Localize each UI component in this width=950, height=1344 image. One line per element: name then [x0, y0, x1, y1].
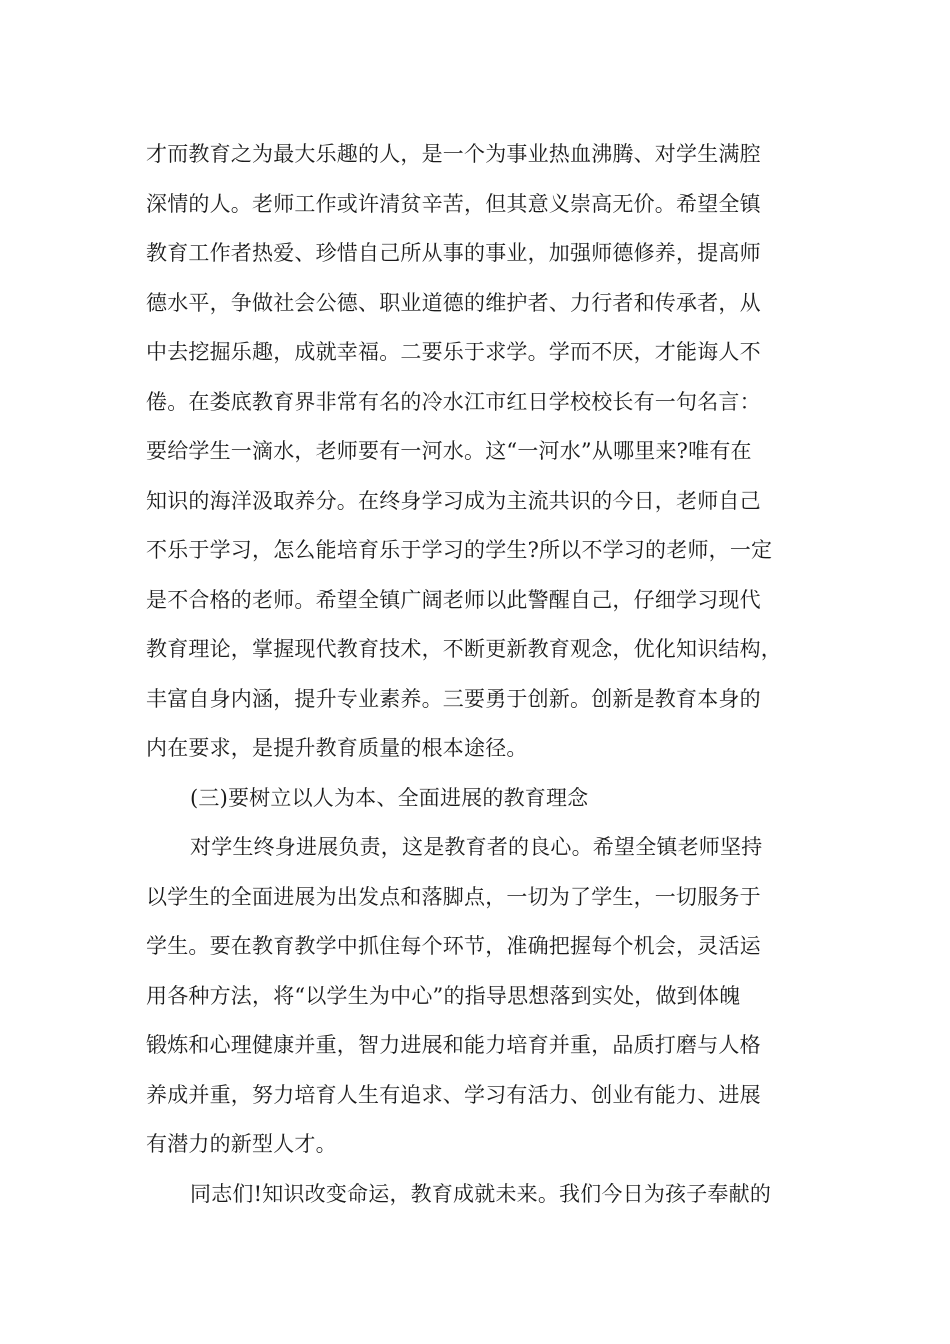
text-line: 才而教育之为最大乐趣的人，是一个为事业热血沸腾、对学生满腔: [146, 142, 761, 166]
text-line: 教育工作者热爱、珍惜自己所从事的事业，加强师德修养，提高师: [146, 241, 761, 265]
text-line: 用各种方法，将“以学生为中心”的指导思想落到实处，做到体魄: [146, 983, 741, 1008]
text-line: 学生。要在教育教学中抓住每个环节，准确把握每个机会，灵活运: [146, 934, 761, 958]
text-line: 是不合格的老师。希望全镇广阔老师以此警醒自己，仔细学习现代: [146, 587, 761, 612]
text-line: 锻炼和心理健康并重，智力进展和能力培育并重，品质打磨与人格: [146, 1033, 761, 1057]
text-line: 以学生的全面进展为出发点和落脚点，一切为了学生，一切服务于: [146, 884, 761, 909]
text-line: 要给学生一滴水，老师要有一河水。这“一河水”从哪里来?唯有在: [146, 439, 752, 463]
text-line: 知识的海洋汲取养分。在终身学习成为主流共识的今日，老师自己: [146, 488, 761, 513]
section-heading: (三)要树立以人为本、全面进展的教育理念: [190, 785, 589, 810]
text-line: 教育理论，掌握现代教育技术，不断更新教育观念，优化知识结构，: [146, 637, 782, 661]
text-line: 同志们!知识改变命运，教育成就未来。我们今日为孩子奉献的: [190, 1181, 772, 1206]
text-line: 德水平，争做社会公德、职业道德的维护者、力行者和传承者，从: [146, 290, 761, 315]
text-line: 丰富自身内涵，提升专业素养。三要勇于创新。创新是教育本身的: [146, 686, 761, 711]
text-line: 对学生终身进展负责，这是教育者的良心。希望全镇老师坚持: [190, 835, 763, 859]
text-line: 有潜力的新型人才。: [146, 1132, 337, 1156]
text-line: 内在要求，是提升教育质量的根本途径。: [146, 736, 528, 760]
text-line: 不乐于学习，怎么能培育乐于学习的学生?所以不学习的老师，一定: [146, 538, 773, 562]
text-line: 养成并重，努力培育人生有追求、学习有活力、创业有能力、进展: [146, 1082, 761, 1107]
text-line: 深情的人。老师工作或许清贫辛苦，但其意义崇高无价。希望全镇: [146, 191, 761, 216]
body-text: [146, 130, 836, 1219]
text-line: 倦。在娄底教育界非常有名的冷水江市红日学校校长有一句名言：: [146, 389, 761, 414]
text-line: 中去挖掘乐趣，成就幸福。二要乐于求学。学而不厌，才能诲人不: [146, 340, 761, 364]
